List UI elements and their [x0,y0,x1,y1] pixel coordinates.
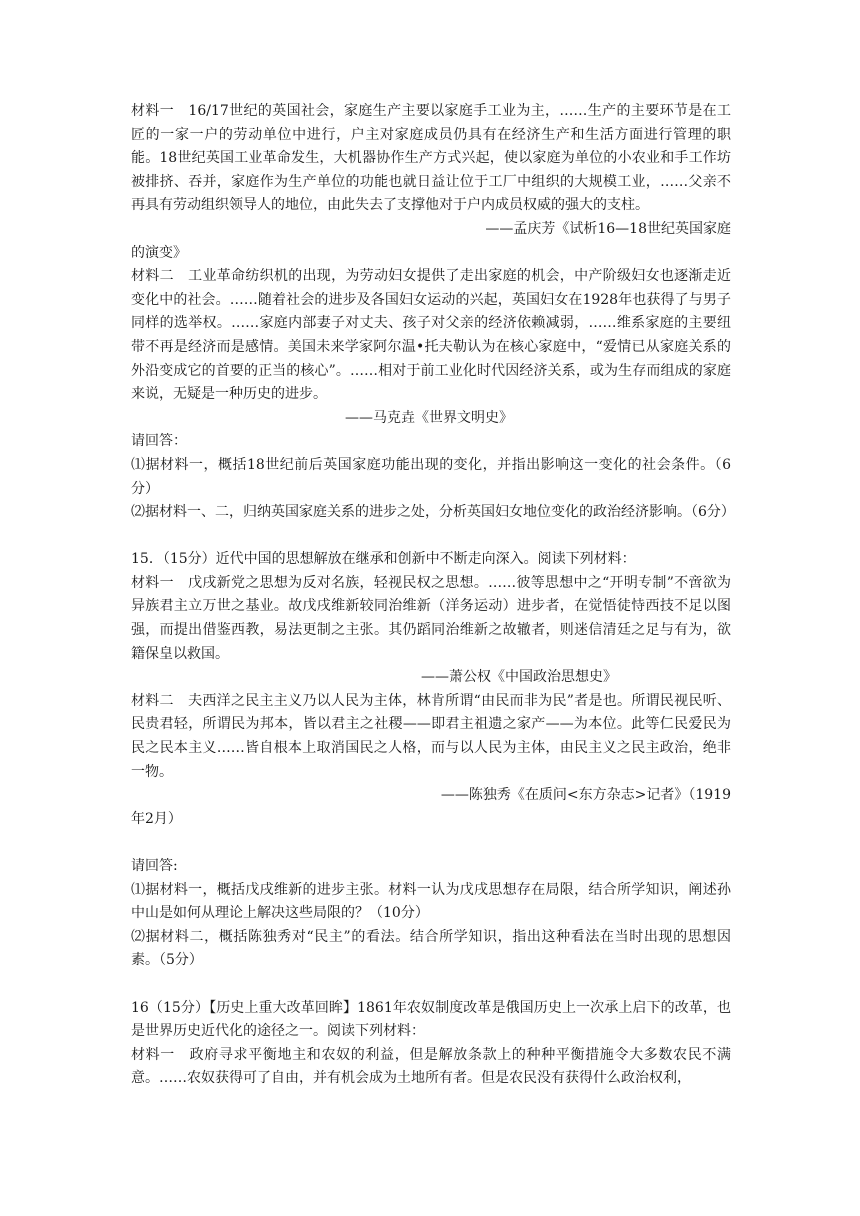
q16-material-1: 材料一 政府寻求平衡地主和农奴的利益，但是解放条款上的种种平衡措施令大多数农民不满意。……农奴获得可了自由，并有机会成为土地所有者。但是农民没有获得什么政治权利， [131,1046,731,1087]
q14-material-1-source-cont: 的演变》 [131,244,187,261]
spacer [131,831,731,855]
spacer [131,525,731,549]
q14-material-2-source: ——马克垚《世界文明史》 [345,409,513,426]
spacer [131,973,731,997]
q14-material-2: 材料二 工业革命纺织机的出现，为劳动妇女提供了走出家庭的机会，中产阶级妇女也逐渐走近变化中的社会。……随着社会的进步及各国妇女运动的兴起，英国妇女在1928年也获得了与男子同样的选举权。……家庭内部妻子对丈夫、孩子对父亲的经济依赖减弱，……维系家庭的主要纽带不再是经济而是感情。美国未来学家阿尔温•托夫勒认为在核心家庭中，“爱情已从家庭关系的外沿变成它的首要的正当的核心”。……相对于前工业化时代因经济关系，或为生存而组成的家庭来说，无疑是一种历史的进步。 [131,268,731,403]
q16-intro: 16（15分）【历史上重大改革回眸】1861年农奴制度改革是俄国历史上一次承上启下的改革，也是世界历史近代化的途径之一。阅读下列材料： [131,999,731,1040]
q15-material-2-source: ——陈独秀《在质问<东方杂志>记者》（1919 [440,787,731,804]
q15-material-2-source-cont: 年2月） [131,810,182,827]
q14-ask: 请回答： [131,433,187,450]
q15-material-2: 材料二 夫西洋之民主主义乃以人民为主体，林肯所谓“由民而非为民”者是也。所谓民视民听、民贵君轻，所谓民为邦本，皆以君主之社稷——即君主祖遗之家产——为本位。此等仁民爱民为民之民本主义……皆自根本上取消国民之人格，而与以人民为主体，由民主义之民主政治，绝非一物。 [131,692,731,780]
q14-material-1-source: ——孟庆芳《试析16—18世纪英国家庭 [485,220,731,237]
q14-question-2: ⑵据材料一、二，归纳英国家庭关系的进步之处，分析英国妇女地位变化的政治经济影响。（6分） [131,504,735,521]
q14-material-1: 材料一 16/17世纪的英国社会，家庭生产主要以家庭手工业为主，……生产的主要环节是在工匠的一家一户的劳动单位中进行，户主对家庭成员仍具有在经济生产和生活方面进行管理的职能。18世纪英国工业革命发生，大机器协作生产方式兴起，使以家庭为单位的小农业和手工作坊被排挤、吞并，家庭作为生产单位的功能也就日益让位于工厂中组织的大规模工业，……父亲不再具有劳动组织领导人的地位，由此失去了支撑他对于户内成员权威的强大的支柱。 [131,103,731,214]
q15-material-1-source: ——萧公权《中国政治思想史》 [421,669,617,686]
document-page [131,100,735,1091]
q15-question-2: ⑵据材料二，概括陈独秀对“民主”的看法。结合所学知识，指出这种看法在当时出现的思想因素。（5分） [131,928,731,969]
q15-ask: 请回答: [131,858,178,874]
q15-intro: 15．（15分）近代中国的思想解放在继承和创新中不断走向深入。阅读下列材料： [131,551,636,568]
q15-material-1: 材料一 戊戌新党之思想为反对名族，轻视民权之思想。……彼等思想中之“开明专制”不啻欲为异族君主立万世之基业。故戊戌维新较同治维新（洋务运动）进步者，在觉悟徒恃西技不足以图强，而提出借鉴西教，易法更制之主张。其仍蹈同治维新之故辙者，则迷信清廷之足与有为，欲籍保皇以救国。 [131,574,731,662]
q14-question-1: ⑴据材料一，概括18世纪前后英国家庭功能出现的变化，并指出影响这一变化的社会条件。（6分） [131,456,731,497]
q15-question-1: ⑴据材料一，概括戊戌维新的进步主张。材料一认为戊戌思想存在局限，结合所学知识，阐述孙中山是如何从理论上解决这些局限的？（10分） [131,881,731,922]
